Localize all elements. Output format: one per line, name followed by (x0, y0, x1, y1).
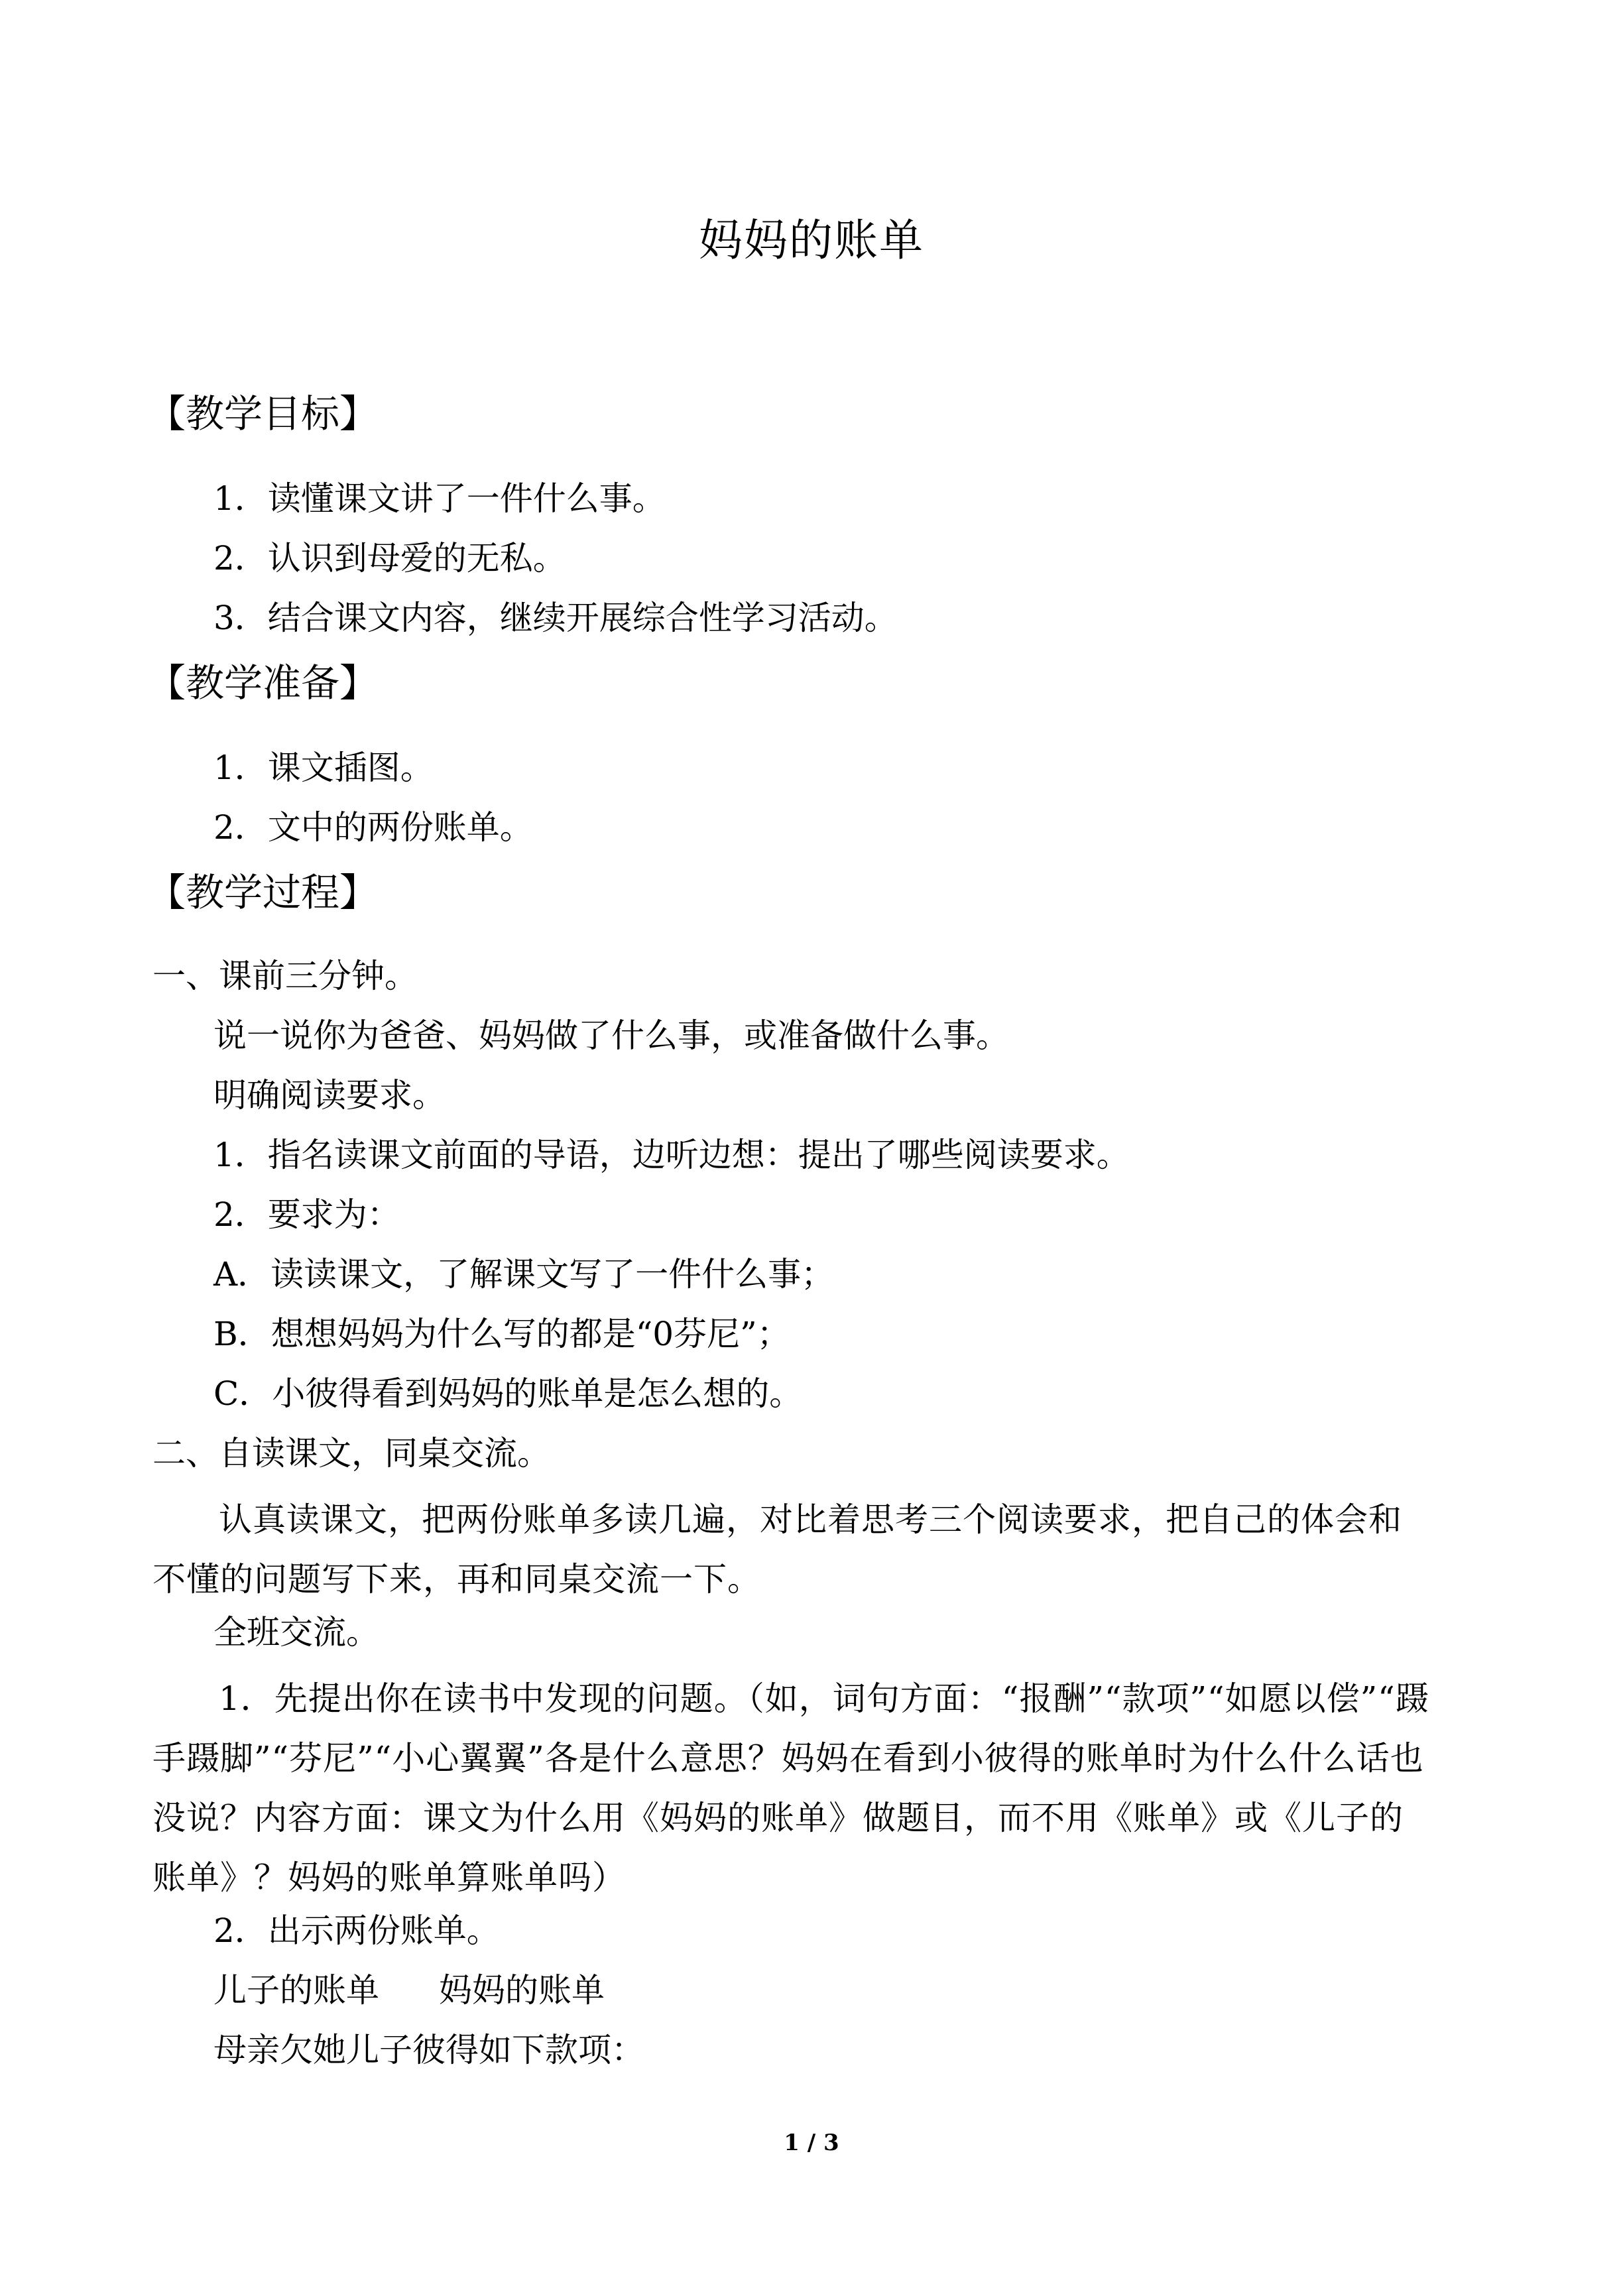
prep-item-2: 2．文中的两份账单。 (213, 808, 533, 847)
process-question-paragraph: 1．先提出你在读书中发现的问题。（如，词句方面：“报酬”“款项”“如愿以偿”“蹑手蹑脚”“芬尼”“小心翼翼”各是什么意思？妈妈在看到小彼得的账单时为什么什么话也没说？内容方面：课文为什么用《妈妈的账单》做题目，而不用《账单》或《儿子的账单》？妈妈的账单算账单吗） (152, 1679, 1429, 1897)
section-heading-process: 【教学过程】 (147, 870, 379, 915)
bill-mom-title: 妈妈的账单 (439, 1971, 605, 2010)
bill-son-title: 儿子的账单 (213, 1971, 379, 2010)
process-part2-heading: 二、自读课文，同桌交流。 (152, 1434, 550, 1473)
prep-item-1: 1．课文插图。 (213, 749, 434, 787)
process-part1-line-1: 说一说你为爸爸、妈妈做了什么事，或准备做什么事。 (213, 1016, 1009, 1055)
process-part1-line-7: C．小彼得看到妈妈的账单是怎么想的。 (213, 1374, 803, 1413)
section-heading-prep: 【教学准备】 (147, 660, 379, 705)
process-part1-heading: 一、课前三分钟。 (152, 957, 418, 995)
section-heading-goals: 【教学目标】 (147, 391, 379, 436)
process-owed-line: 母亲欠她儿子彼得如下款项： (213, 2031, 644, 2069)
page-title: 妈妈的账单 (699, 215, 924, 266)
page-number: 1 / 3 (784, 2130, 839, 2156)
bill-titles-row (213, 1969, 605, 2012)
goal-item-2: 2．认识到母爱的无私。 (213, 539, 566, 577)
process-part1-line-4: 2．要求为： (213, 1195, 400, 1234)
process-part1-line-3: 1．指名读课文前面的导语，边听边想：提出了哪些阅读要求。 (213, 1136, 1130, 1174)
process-part1-line-2: 明确阅读要求。 (213, 1076, 446, 1115)
process-part2-line: 全班交流。 (213, 1613, 379, 1652)
process-part1-line-6: B．想想妈妈为什么写的都是“0芬尼”； (213, 1315, 790, 1353)
goal-item-3: 3．结合课文内容，继续开展综合性学习活动。 (213, 599, 898, 637)
process-part2-paragraph: 认真读课文，把两份账单多读几遍，对比着思考三个阅读要求，把自己的体会和不懂的问题写下来，再和同桌交流一下。 (152, 1500, 1402, 1599)
process-part1-line-5: A．读读课文，了解课文写了一件什么事； (213, 1255, 835, 1294)
goal-item-1: 1．读懂课文讲了一件什么事。 (213, 479, 666, 518)
process-show-bills: 2．出示两份账单。 (213, 1911, 500, 1950)
